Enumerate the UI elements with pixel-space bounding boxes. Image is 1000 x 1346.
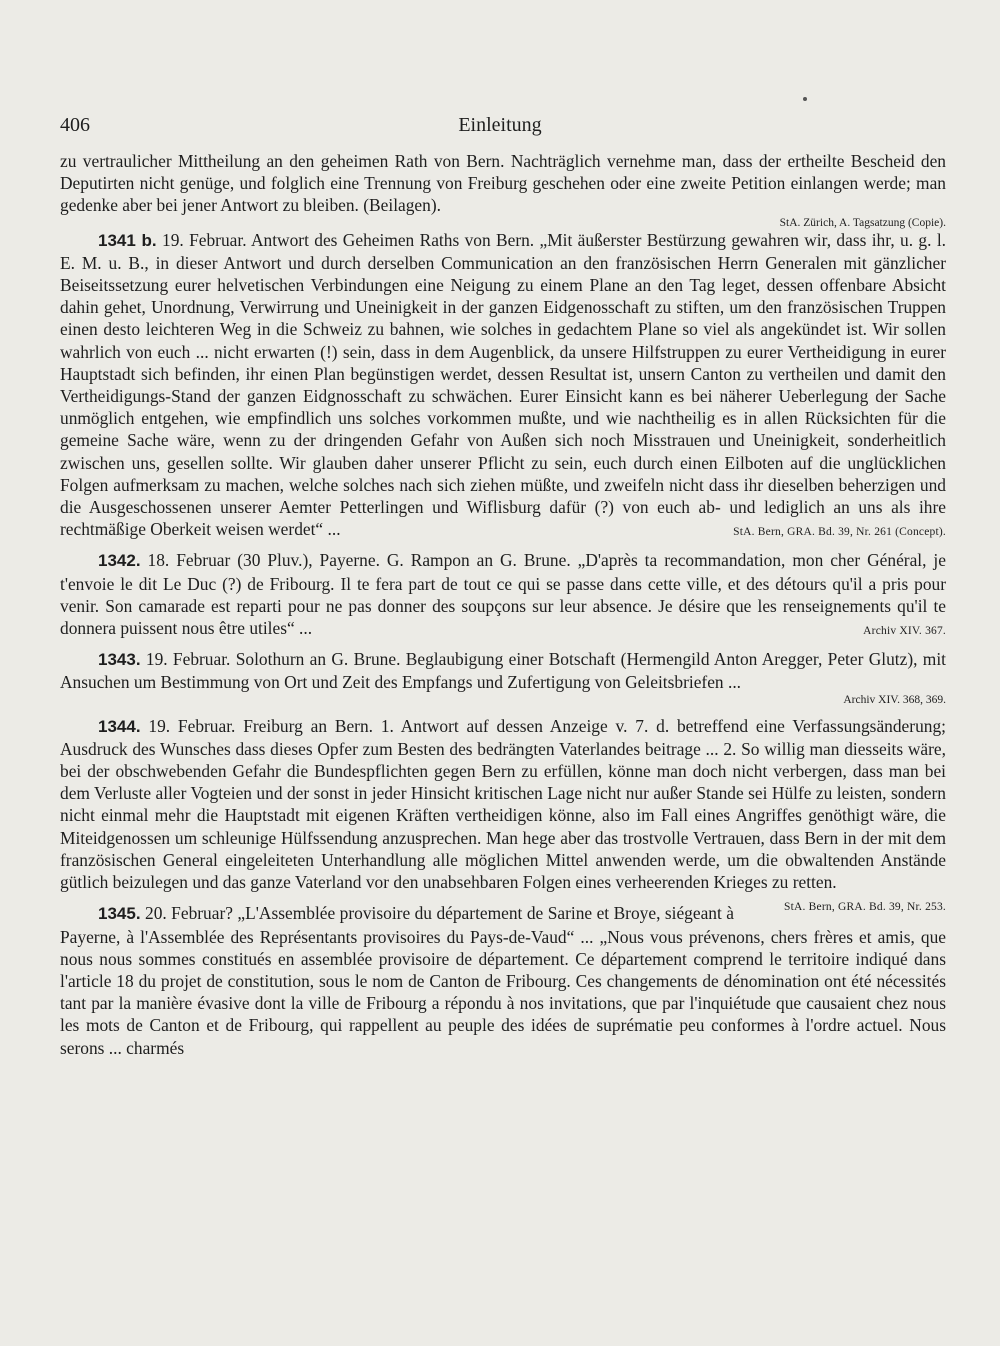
paragraph-gap <box>60 706 946 715</box>
entry-text: 19. Februar. Solothurn an G. Brune. Beglaubigung einer Botschaft (Hermengild Anton Aregger, Peter Glutz), mit Ansuchen um Bestimmung von Ort und Zeit des Empfangs und Zufertigung von Geleitsbriefen ... <box>60 649 946 693</box>
entry-text: 20. Februar? „L'Assemblée provisoire du département de Sarine et Broye, siégeant à Payerne, à l'Assemblée des Représentants provisoires du Pays-de-Vaud“ ... „Nous vous prévenons, chers frères et amis, que nous nous sommes constitués en assemblée provisoire de département. Ce département comprend le territoire indiqué dans l'article 18 du projet de constitution, sous le nom de Canton de Fribourg. Ces changements de dénomination ont été nécessités tant par la manière évasive dont la ville de Fribourg a répondu à nos invitations, que par l'inquiétude que causaient chez nous les mots de Canton et de Fribourg, qui rappellent au peuple des idées de suprématie peu conformes à l'ordre actuel. Nous serons ... charmés <box>60 903 946 1058</box>
entry-1341b <box>60 229 946 541</box>
page-number: 406 <box>60 114 90 136</box>
continued-paragraph <box>60 150 946 217</box>
ink-speck <box>803 97 807 101</box>
entry-number: 1342. <box>98 551 141 571</box>
page-header <box>60 114 940 144</box>
source-citation: Archiv XIV. 367. <box>863 625 946 638</box>
source-citation: StA. Bern, GRA. Bd. 39, Nr. 261 (Concept). <box>733 526 946 539</box>
entry-text: 19. Februar. Freiburg an Bern. 1. Antwort auf dessen Anzeige v. 7. d. betreffend eine Verfassungsänderung; Ausdruck des Wunsches dass dieses Opfer zum Besten des bedrängten Vaterlandes beitrage ... 2. So willig man diesseits wäre, bei der obschwebenden Gefahr die Bundespflichten gegen Bern zu erfüllen, könne man doch nicht verbergen, dass man bei dem Verluste aller Vogteien und der sonst in jeder Hinsicht kritischen Lage nicht nur außer Stande sei Hülfe zu leisten, sondern nicht einmal mehr die Hauptstadt mit eigenen Kräften vertheidigen könne, also im Fall eines Angriffes genöthigt wäre, die Miteidgenossen um schleunige Hülfssendung anzusprechen. Man hege aber das trostvolle Vertrauen, dass Bern in der mit dem französischen General eingeleiteten Unterhandlung alle möglichen Mittel anwenden werde, um die obwaltenden Anstände gütlich beizulegen und das ganze Vaterland vor den unabsehbaren Folgen eines verheerenden Krieges zu retten. <box>60 715 946 893</box>
entry-text: zu vertraulicher Mittheilung an den geheimen Rath von Bern. Nachträglich vernehme man, dass der ertheilte Bescheid den Deputirten nicht genüge, und folglich eine Trennung von Freiburg geschehen oder eine zweite Petition einlangen werde; man gedenke aber bei jener Antwort zu bleiben. (Beilagen). <box>60 151 946 216</box>
entry-1343 <box>60 648 946 693</box>
running-title: Einleitung <box>458 114 542 136</box>
entry-number: 1345. <box>98 904 141 924</box>
source-citation: StA. Bern, GRA. Bd. 39, Nr. 253. <box>784 901 946 914</box>
paragraph-gap <box>60 639 946 648</box>
entry-number: 1344. <box>98 716 141 736</box>
entry-text: 19. Februar. Antwort des Geheimen Raths von Bern. „Mit äußerster Bestürzung gewahren wir, dass ihr, u. g. l. E. M. u. B., in dieser Antwort und durch derselben Communication an den französischen Herrn Generalen mit gänzlicher Beiseitssetzung eurer helvetischen Verbindungen eine Neigung zu einem Plane an den Tag leget, dessen offenbare Absicht dahin gehet, Unordnung, Verwirrung und Uneinigkeit in der ganzen Eidgenosschaft zu stiften, um den französischen Truppen einen desto leichteren Weg in die Schweiz zu bahnen, wie solches in gedachtem Plane so viel als angekündet ist. Wir sollen wahrlich von euch ... nicht erwarten (!) sein, dass in dem Augenblick, da unsere Hilfstruppen zu eurer Vertheidigung in eurer Hauptstadt sich befinden, ihr einen Plan begünstigen werdet, dessen Resultat ist, unsern Canton zu vertheilen und damit den Vertheidigungs-Stand der ganzen Eidgnosschaft zu schwächen. Eurer Einsicht kann es bei näherer Ueberlegung der Sache unmöglich entgehen, wie empfindlich uns solches vorkommen mußte, und wie nachtheilig es in allen Rücksichten für die gemeine Sache wäre, wenn zu der dringenden Gefahr von Außen sich noch Misstrauen und Uneinigkeit, sonderheitlich zwischen uns, gesellen sollte. Wir glauben daher unserer Pflicht zu sein, euch durch einen Eilboten auf die unglücklichen Folgen aufmerksam zu machen, welche solches nach sich ziehen müßte, und zweifeln nicht dass ihr dieselben beherzigen und die Ausgeschossenen unserer Aemter Petterlingen und Wiflisburg dafür (?) von euch ab- und lediglich an uns als ihre rechtmäßige Oberkeit weisen werdet“ ... <box>60 229 946 540</box>
source-citation: Archiv XIV. 368, 369. <box>843 693 946 706</box>
entry-number: 1343. <box>98 650 141 670</box>
entry-number: 1341 b. <box>98 230 157 250</box>
entry-1342 <box>60 549 946 639</box>
source-citation: StA. Zürich, A. Tagsatzung (Copie). <box>779 216 946 229</box>
body-text <box>60 150 946 1059</box>
entry-text: 18. Februar (30 Pluv.), Payerne. G. Rampon an G. Brune. „D'après ta recommandation, mon cher Général, je t'envoie le dit Le Duc (?) de Fribourg. Il te fera part de tout ce qui se passe dans cette ville, et des détours qu'il a pris pour venir. Son camarade est reparti pour ne pas donner des soupçons sur leur absence. Je désire que les renseignements qu'il te donnera puissent nous être utiles“ ... <box>60 550 946 639</box>
entry-1345 <box>60 902 946 1058</box>
